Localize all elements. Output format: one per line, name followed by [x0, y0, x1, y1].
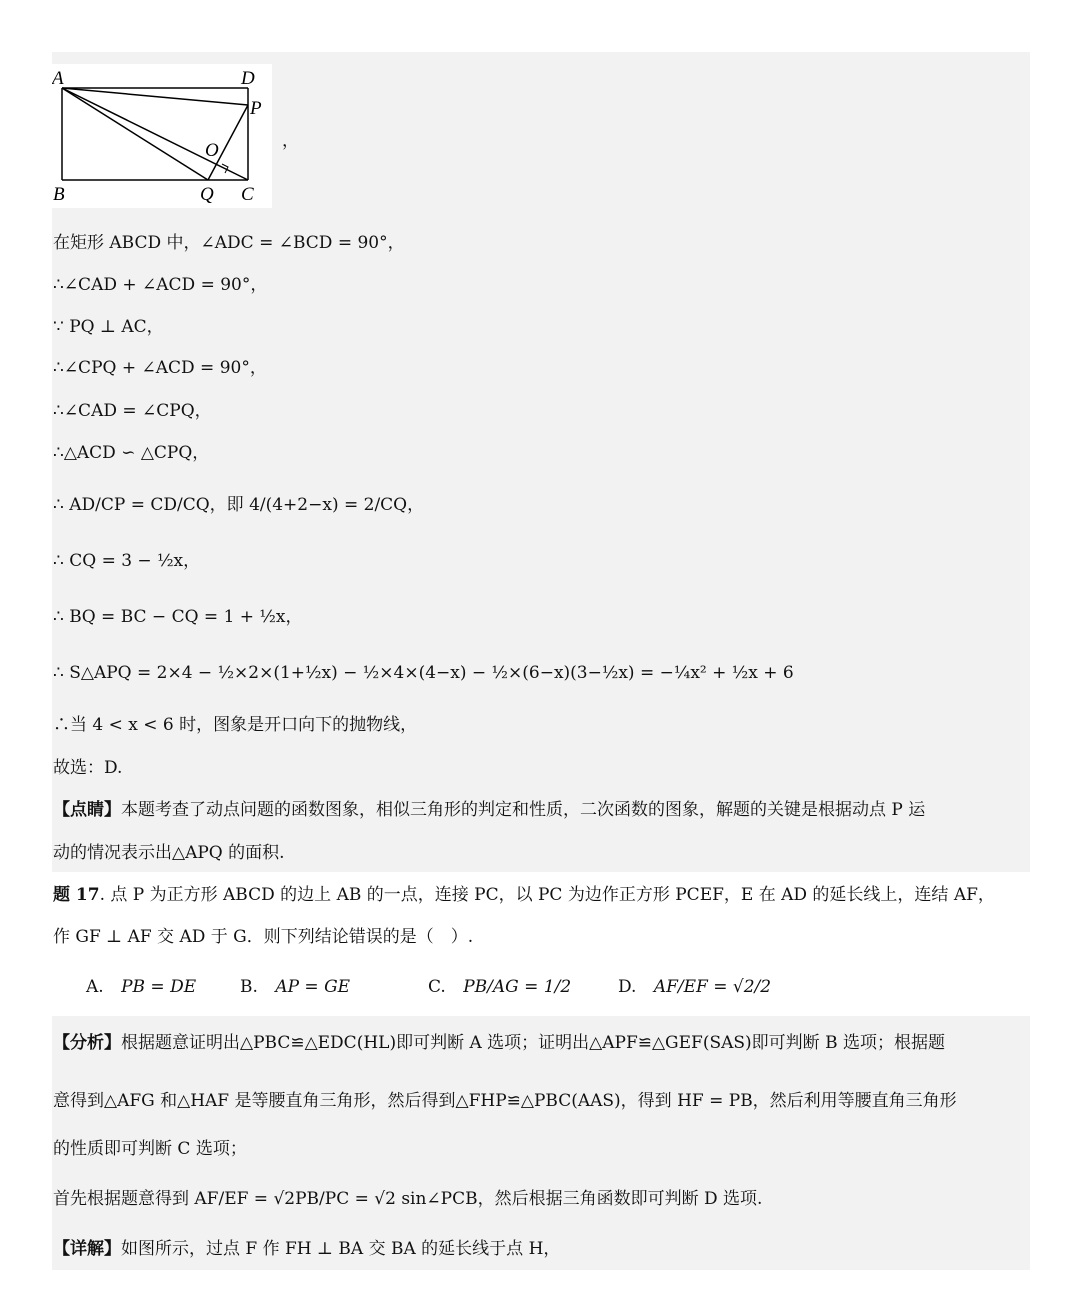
comment-text-1: 本题考查了动点问题的函数图象，相似三角形的判定和性质，二次函数的图象，解题的关键是根据动点 P 运: [121, 800, 926, 820]
option-c-key: C.: [428, 977, 446, 997]
analysis-line-4: 首先根据题意得到 AF/EF = √2PB/PC = √2 sin∠PCB，然后根据三角函数即可判断 D 选项.: [53, 1189, 763, 1209]
question-line-2: 作 GF ⊥ AF 交 AD 于 G．则下列结论错误的是（ ）.: [53, 927, 474, 947]
solution-line-9: ∴ BQ = BC − CQ = 1 + ½x，: [53, 607, 303, 627]
analysis-tag: 【分析】: [53, 1033, 121, 1053]
solution-line-12: 故选：D.: [53, 758, 123, 778]
option-c: [428, 977, 571, 997]
label-o: O: [205, 140, 219, 161]
comment-tag: 【点睛】: [53, 800, 121, 820]
solution-line-2: ∴∠CAD + ∠ACD = 90°，: [53, 275, 268, 295]
analysis-line-2: 意得到△AFG 和△HAF 是等腰直角三角形，然后得到△FHP≌△PBC(AAS)，得到 HF = PB，然后利用等腰直角三角形: [53, 1091, 957, 1111]
figure-trailing-comma: ，: [282, 131, 299, 151]
solution-line-6: ∴△ACD ∽ △CPQ，: [53, 443, 210, 463]
option-d-key: D.: [618, 977, 637, 997]
label-q: Q: [200, 184, 214, 205]
comment-line-2: 动的情况表示出△APQ 的面积.: [53, 843, 285, 863]
label-d: D: [241, 68, 255, 89]
label-a: A: [52, 68, 64, 89]
geometry-figure: [52, 64, 272, 208]
label-p: P: [250, 98, 262, 119]
question-text-1: . 点 P 为正方形 ABCD 的边上 AB 的一点，连接 PC，以 PC 为边作正方形 PCEF，E 在 AD 的延长线上，连结 AF，: [99, 885, 995, 905]
label-b: B: [53, 184, 65, 205]
detail-line: [53, 1238, 560, 1260]
solution-line-7: ∴ AD/CP = CD/CQ，即 4/(4+2−x) = 2/CQ，: [53, 495, 425, 515]
solution-line-1: 在矩形 ABCD 中，∠ADC = ∠BCD = 90°，: [53, 233, 405, 253]
option-b-text: AP = GE: [275, 977, 351, 997]
option-a-key: A.: [86, 977, 104, 997]
option-c-text: PB/AG = 1/2: [463, 977, 572, 997]
solution-line-10: ∴ S△APQ = 2×4 − ½×2×(1+½x) − ½×4×(4−x) − ½×(6−x)(3−½x) = −¼x² + ½x + 6: [53, 663, 794, 683]
solution-line-8: ∴ CQ = 3 − ½x，: [53, 551, 201, 571]
label-c: C: [241, 184, 254, 205]
question-number: 题 17: [53, 885, 100, 905]
option-d: [618, 977, 771, 997]
analysis-line-1: [53, 1032, 945, 1054]
option-b-key: B.: [240, 977, 258, 997]
solution-line-3: ∵ PQ ⊥ AC，: [53, 317, 164, 337]
option-d-text: AF/EF = √2/2: [653, 977, 772, 997]
solution-line-4: ∴∠CPQ + ∠ACD = 90°，: [53, 358, 267, 378]
solution-line-11: ∴当 4 < x < 6 时，图象是开口向下的抛物线，: [53, 715, 418, 735]
solution-line-5: ∴∠CAD = ∠CPQ，: [53, 401, 212, 421]
detail-text: 如图所示，过点 F 作 FH ⊥ BA 交 BA 的延长线于点 H，: [121, 1239, 561, 1259]
option-a-text: PB = DE: [121, 977, 197, 997]
analysis-text-1: 根据题意证明出△PBC≌△EDC(HL)即可判断 A 选项；证明出△APF≌△GEF(SAS)即可判断 B 选项；根据题: [121, 1033, 945, 1053]
comment-line-1: [53, 799, 925, 821]
analysis-line-3: 的性质即可判断 C 选项；: [53, 1139, 247, 1159]
option-a: [86, 977, 196, 997]
option-b: [240, 977, 350, 997]
question-line-1: [53, 884, 995, 906]
detail-tag: 【详解】: [53, 1239, 121, 1259]
